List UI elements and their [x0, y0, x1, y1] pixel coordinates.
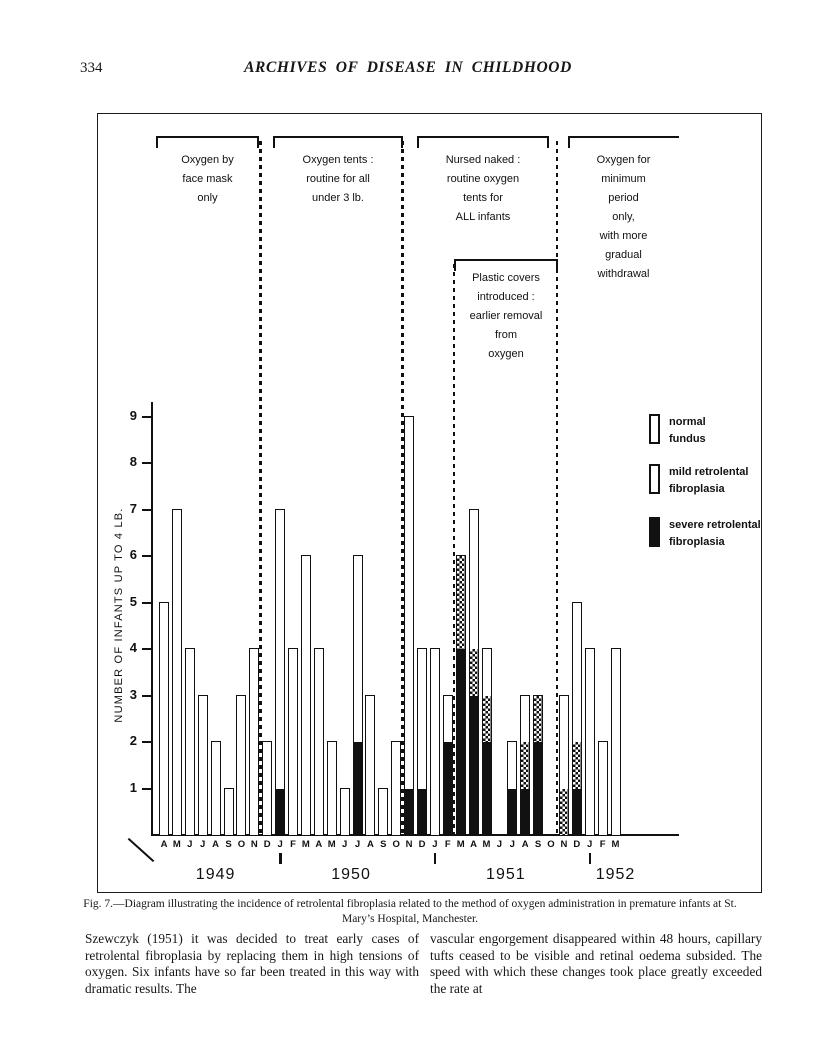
- month-label: J: [432, 839, 438, 850]
- bar-segment-severe: [470, 696, 478, 836]
- bar-segment-severe: [444, 742, 452, 835]
- y-tick-label: 7: [129, 500, 137, 516]
- bar-S-29: [533, 695, 543, 837]
- origin-slash: [128, 838, 155, 862]
- bar-O-18: [391, 741, 401, 836]
- bar-segment-severe: [521, 789, 529, 836]
- bar-segment-severe: [418, 789, 426, 836]
- y-tick: [142, 416, 152, 418]
- bar-M-35: [611, 648, 621, 836]
- month-label: J: [277, 839, 283, 850]
- annotation-line: withdrawal: [597, 268, 650, 280]
- year-label: 1949: [195, 866, 236, 883]
- annotation-line: routine oxygen: [446, 173, 520, 185]
- y-tick: [142, 741, 152, 743]
- month-label: A: [212, 839, 220, 850]
- year-label: 1950: [331, 866, 371, 883]
- y-axis: [151, 402, 153, 836]
- january-tick: [279, 853, 282, 864]
- month-label: N: [405, 839, 413, 850]
- y-axis-label: NUMBER OF INFANTS UP TO 4 LB.: [113, 507, 125, 723]
- month-label: O: [547, 839, 555, 850]
- year-label: 1951: [486, 866, 526, 883]
- month-label: S: [534, 839, 542, 850]
- y-tick: [142, 602, 152, 604]
- month-label: F: [599, 839, 606, 850]
- month-label: D: [573, 839, 581, 850]
- month-label: A: [366, 839, 374, 850]
- y-tick: [142, 695, 152, 697]
- bar-J-15: [353, 555, 363, 836]
- annotation-line: gradual: [605, 249, 642, 261]
- y-tick: [142, 462, 152, 464]
- bar-A-4: [211, 741, 221, 836]
- month-label: M: [611, 839, 620, 850]
- bar-D-8: [262, 741, 272, 836]
- month-label: N: [560, 839, 568, 850]
- month-label: S: [380, 839, 387, 850]
- bar-A-24: [469, 509, 479, 837]
- annotation-line: Oxygen by: [181, 154, 234, 166]
- bar-J-27: [507, 741, 517, 836]
- annotation-line: Nursed naked :: [445, 154, 521, 166]
- y-tick: [142, 788, 152, 790]
- annotation-line: only: [197, 192, 218, 204]
- bar-M-25: [482, 648, 492, 836]
- month-label: J: [200, 839, 206, 850]
- bar-A-28: [520, 695, 530, 837]
- bar-segment-mild: [457, 556, 465, 649]
- annotation-line: introduced :: [477, 291, 535, 303]
- bar-segment-severe: [457, 649, 465, 835]
- bar-D-32: [572, 602, 582, 837]
- month-label: A: [521, 839, 529, 850]
- month-label: O: [237, 839, 246, 850]
- y-tick-label: 8: [129, 454, 137, 469]
- annotation-line: earlier removal: [469, 310, 543, 322]
- y-tick-label: 5: [129, 593, 137, 609]
- annotation-line: ALL infants: [455, 211, 511, 223]
- bar-J-9: [275, 509, 285, 837]
- january-tick: [434, 853, 437, 864]
- month-label: J: [187, 839, 193, 850]
- annotation-line: only,: [612, 211, 635, 223]
- annotation-line: face mask: [182, 173, 233, 185]
- month-label: M: [301, 839, 310, 850]
- month-label: A: [315, 839, 323, 850]
- bar-F-10: [288, 648, 298, 836]
- month-label: F: [444, 839, 451, 850]
- month-label: J: [587, 839, 593, 850]
- month-label: J: [509, 839, 515, 850]
- annotation-line: with more: [599, 230, 648, 242]
- journal-title: ARCHIVES OF DISEASE IN CHILDHOOD: [244, 59, 572, 76]
- bar-segment-mild: [573, 742, 581, 789]
- bar-J-3: [198, 695, 208, 837]
- annotation-line: from: [495, 329, 517, 341]
- january-tick: [589, 853, 592, 864]
- section-divider-line: [259, 141, 262, 834]
- bar-J-2: [185, 648, 195, 836]
- annotation-line: routine for all: [306, 173, 370, 185]
- legend-line: normal: [669, 416, 706, 428]
- bar-J-33: [585, 648, 595, 836]
- annotation-line: period: [608, 192, 639, 204]
- bar-segment-mild: [560, 789, 568, 836]
- bar-N-19: [404, 416, 414, 837]
- annotation-line: oxygen: [488, 348, 524, 360]
- y-tick: [142, 648, 152, 650]
- y-tick-label: 6: [129, 547, 137, 562]
- legend-line: fibroplasia: [669, 536, 725, 548]
- y-tick: [142, 509, 152, 511]
- figure-caption: Fig. 7.—Diagram illustrating the incidence of retrolental fibroplasia related to the method of oxygen administration in premature infants at St. Mary’s Hospital, Manchester.: [83, 898, 737, 925]
- bar-F-34: [598, 741, 608, 836]
- month-label: J: [354, 839, 361, 850]
- bar-M-1: [172, 509, 182, 837]
- bar-segment-severe: [405, 789, 413, 836]
- bar-A-12: [314, 648, 324, 836]
- bar-F-22: [443, 695, 453, 837]
- bar-segment-mild: [521, 742, 529, 789]
- annotation-line: Oxygen tents :: [302, 154, 374, 166]
- bar-O-6: [236, 695, 246, 837]
- bar-N-7: [249, 648, 259, 836]
- bar-segment-mild: [483, 696, 491, 743]
- month-label: J: [496, 839, 503, 850]
- annotation-line: Oxygen for: [596, 154, 651, 166]
- y-tick-label: 4: [129, 640, 137, 655]
- month-label: A: [470, 839, 478, 850]
- bar-S-5: [224, 788, 234, 837]
- bar-segment-severe: [508, 789, 516, 836]
- bar-segment-severe: [573, 789, 581, 836]
- month-label: A: [160, 839, 168, 850]
- bar-segment-mild: [534, 696, 542, 743]
- bar-D-20: [417, 648, 427, 836]
- figure-plate: [97, 113, 762, 893]
- month-label: D: [418, 839, 426, 850]
- bar-S-17: [378, 788, 388, 837]
- bar-J-14: [340, 788, 350, 837]
- y-tick-label: 1: [129, 779, 137, 795]
- bar-M-11: [301, 555, 311, 836]
- month-label: M: [327, 839, 336, 850]
- month-label: D: [263, 839, 271, 850]
- bar-segment-severe: [276, 789, 284, 836]
- month-label: S: [225, 839, 232, 850]
- month-label: J: [341, 839, 348, 850]
- bar-M-23: [456, 555, 466, 836]
- bar-A-0: [159, 602, 169, 837]
- annotation-line: tents for: [463, 192, 503, 204]
- bar-segment-severe: [483, 742, 491, 835]
- legend-line: fundus: [669, 433, 706, 445]
- y-tick-label: 2: [129, 733, 137, 748]
- legend-line: fibroplasia: [669, 483, 725, 495]
- bar-A-16: [365, 695, 375, 837]
- month-label: F: [290, 839, 296, 850]
- y-tick-label: 3: [129, 686, 137, 702]
- page-number: 334: [80, 60, 103, 76]
- annotation-line: Plastic covers: [472, 272, 540, 284]
- bar-M-13: [327, 741, 337, 836]
- bar-J-21: [430, 648, 440, 836]
- legend-line: severe retrolental: [669, 519, 761, 531]
- bar-segment-mild: [470, 649, 478, 696]
- month-label: O: [392, 839, 400, 850]
- bar-segment-severe: [534, 742, 542, 835]
- body-text-right-column: vascular engorgement disappeared within 48 hours, capillary tufts ceased to be visible and retinal oedema subsided. The speed with which these changes took place greatly exceeded the rate at: [430, 931, 762, 996]
- bar-N-31: [559, 695, 569, 837]
- chart-area: [98, 114, 761, 892]
- legend-line: mild retrolental: [669, 466, 749, 478]
- annotation-line: under 3 lb.: [312, 192, 364, 204]
- month-label: M: [456, 839, 465, 850]
- body-text-left-column: Szewczyk (1951) it was decided to treat early cases of retrolental fibroplasia by replacing them in high tensions of oxygen. Six infants have so far been treated in this way with dramatic results. The: [85, 931, 419, 996]
- month-label: N: [250, 839, 258, 850]
- year-label: 1952: [595, 866, 636, 883]
- bar-segment-severe: [354, 742, 362, 835]
- annotation-line: minimum: [601, 173, 646, 185]
- month-label: M: [172, 839, 181, 850]
- y-tick-label: 9: [129, 407, 137, 423]
- y-tick: [142, 555, 152, 557]
- month-label: M: [482, 839, 491, 850]
